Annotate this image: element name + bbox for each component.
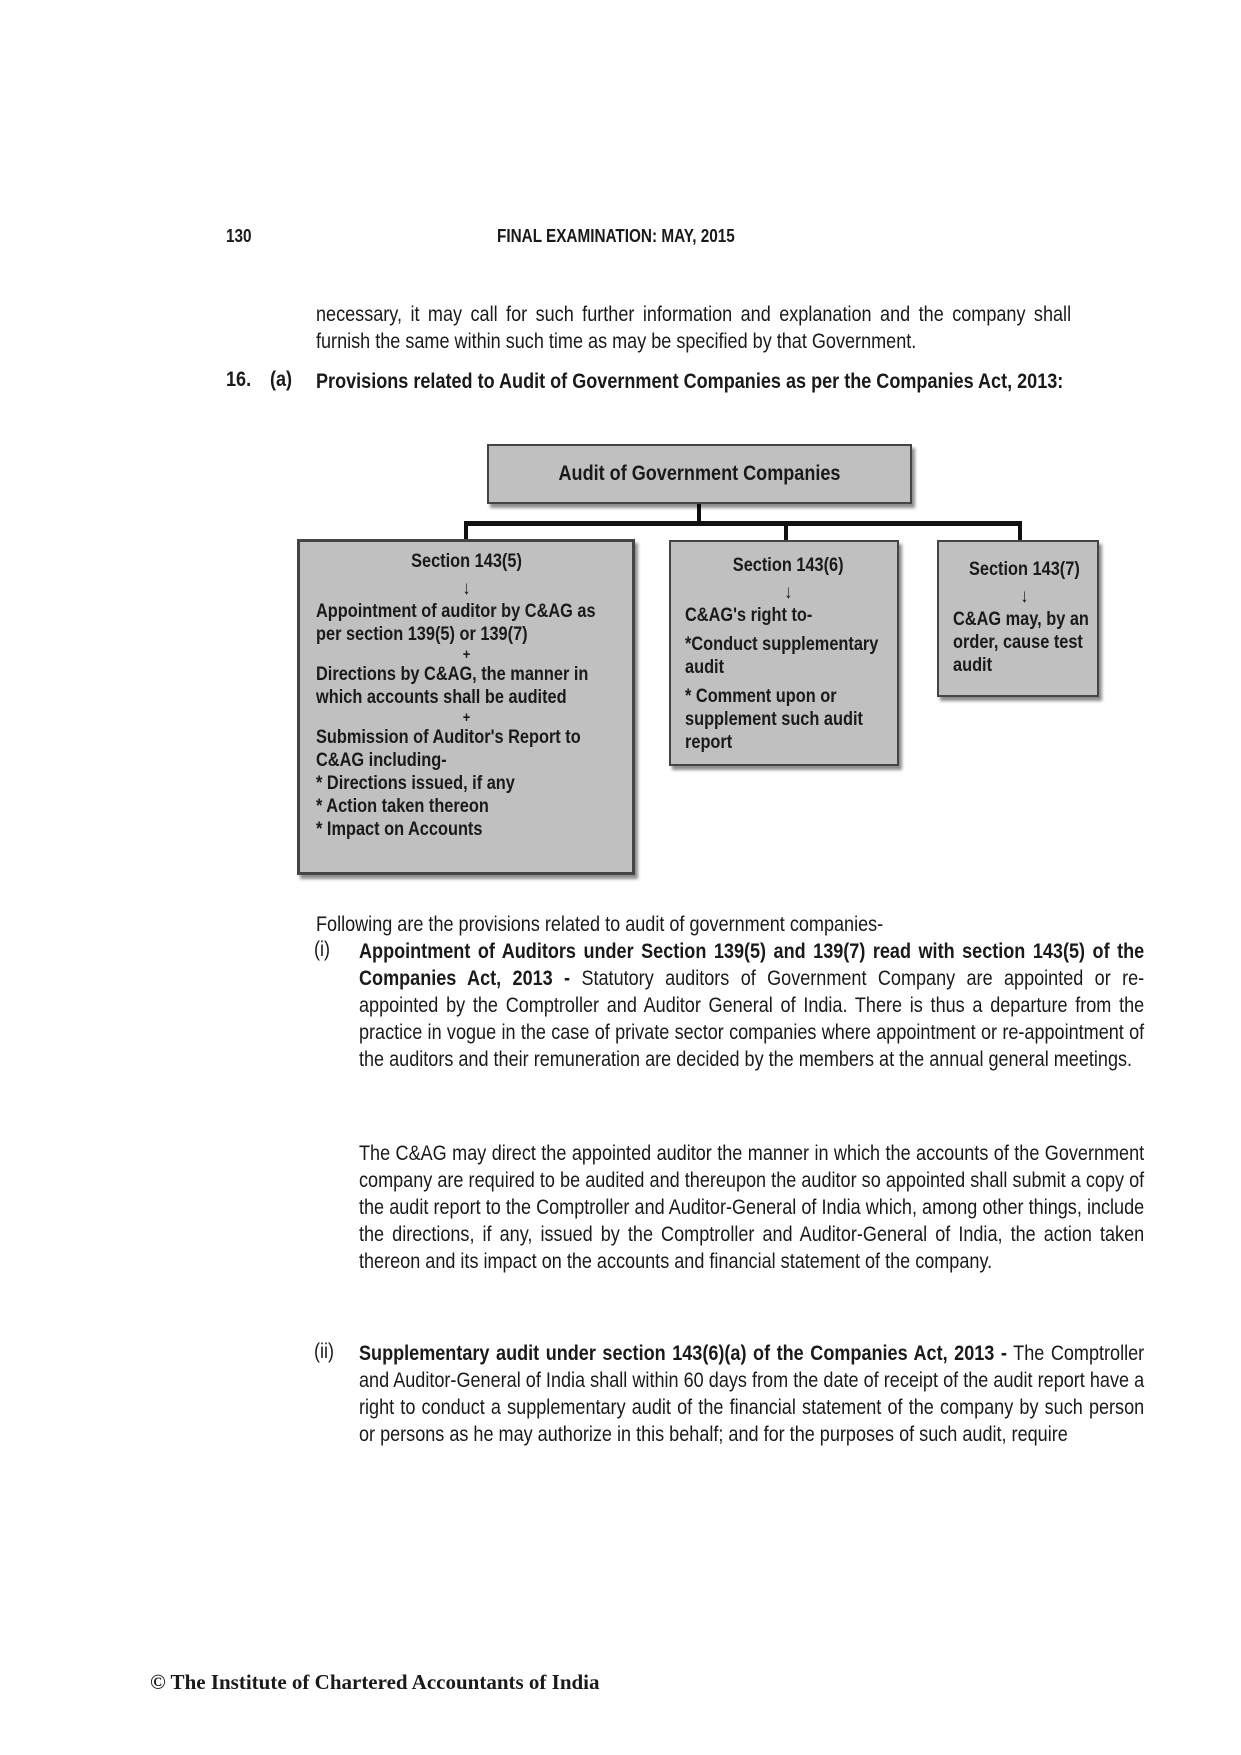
item-text: The Comptroller and Auditor-General of India shall within 60 days from the date of receipt of the audit report have a right to conduct a supplementary audit of the financial statement of the company by such person or persons as he may authorize in this behalf; and for the purposes of such audit, require bbox=[359, 1342, 1145, 1446]
intro-paragraph: Following are the provisions related to audit of government companies- bbox=[316, 913, 884, 936]
arrow-down-icon: ↓ bbox=[462, 578, 471, 599]
continuation-paragraph: necessary, it may call for such further information and explanation and the company shall furnish the same within such time as may be specified by that Government. bbox=[316, 303, 1072, 353]
plus-icon: + bbox=[462, 646, 471, 663]
connector-root-down bbox=[697, 503, 701, 523]
question-title: Provisions related to Audit of Government Companies as per the Companies Act, 2013: bbox=[316, 370, 1064, 393]
connector-left bbox=[464, 521, 468, 541]
item-heading: Supplementary audit under section 143(6)(a) of the Companies Act, 2013 - bbox=[359, 1342, 1007, 1365]
connector-horizontal bbox=[464, 521, 1022, 526]
box2-right: C&AG's right to- bbox=[685, 605, 813, 626]
page-header-title: FINAL EXAMINATION: MAY, 2015 bbox=[497, 226, 735, 246]
item-number: (ii) bbox=[314, 1340, 335, 1363]
item-paragraph bbox=[359, 1340, 1144, 1448]
section-143-5-title: Section 143(5) bbox=[411, 551, 522, 572]
box1-directions: Directions by C&AG, the manner in which accounts shall be audited bbox=[316, 664, 589, 708]
arrow-down-icon: ↓ bbox=[1020, 586, 1029, 607]
section-143-6-title: Section 143(6) bbox=[732, 555, 844, 576]
box1-submission: Submission of Auditor's Report to C&AG including- bbox=[316, 727, 581, 771]
item-number: (i) bbox=[314, 938, 331, 961]
section-143-5-box bbox=[297, 539, 635, 875]
root-box bbox=[487, 444, 912, 504]
section-143-7-title: Section 143(7) bbox=[968, 559, 1080, 580]
question-part: (a) bbox=[270, 368, 293, 391]
box1-bullet-impact: * Impact on Accounts bbox=[316, 819, 483, 840]
item-paragraph bbox=[359, 938, 1144, 1073]
box1-bullet-action: * Action taken thereon bbox=[316, 796, 489, 817]
page-number: 130 bbox=[226, 226, 252, 246]
connector-right bbox=[1018, 521, 1022, 541]
arrow-down-icon: ↓ bbox=[784, 582, 793, 603]
plus-icon: + bbox=[462, 709, 471, 726]
box3-test-audit: C&AG may, by an order, cause test audit bbox=[953, 609, 1089, 676]
item-text: Statutory auditors of Government Company are appointed or re-appointed by the Comptroller and Auditor General of India. There is thus a departure from the practice in vogue in the case of private sector companies where appointment or re-appointment of the auditors and their remuneration are decided by the members at the annual general meetings. bbox=[359, 967, 1145, 1071]
box1-bullet-directions: * Directions issued, if any bbox=[316, 773, 515, 794]
question-number: 16. bbox=[226, 368, 252, 391]
root-box-title: Audit of Government Companies bbox=[558, 462, 841, 485]
item-heading: Appointment of Auditors under Section 139(5) and 139(7) read with section 143(5) of the Companies Act, 2013 - bbox=[359, 940, 1145, 990]
copyright-footer: © The Institute of Chartered Accountants of India bbox=[150, 1670, 600, 1694]
section-143-6-box bbox=[669, 540, 899, 766]
item-second-paragraph: The C&AG may direct the appointed auditor the manner in which the accounts of the Government company are required to be audited and thereupon the auditor so appointed shall submit a copy of the audit report to the Comptroller and Auditor-General of India which, among other things, include the directions, if any, issued by the Comptroller and Auditor-General of India, the action taken thereon and its impact on the accounts and financial statement of the company. bbox=[359, 1142, 1145, 1273]
connector-middle bbox=[784, 521, 788, 541]
section-143-7-box bbox=[937, 540, 1099, 697]
box1-appointment: Appointment of auditor by C&AG as per section 139(5) or 139(7) bbox=[316, 601, 596, 645]
box2-supplementary: *Conduct supplementary audit bbox=[685, 634, 879, 678]
box2-comment: * Comment upon or supplement such audit report bbox=[685, 686, 863, 753]
